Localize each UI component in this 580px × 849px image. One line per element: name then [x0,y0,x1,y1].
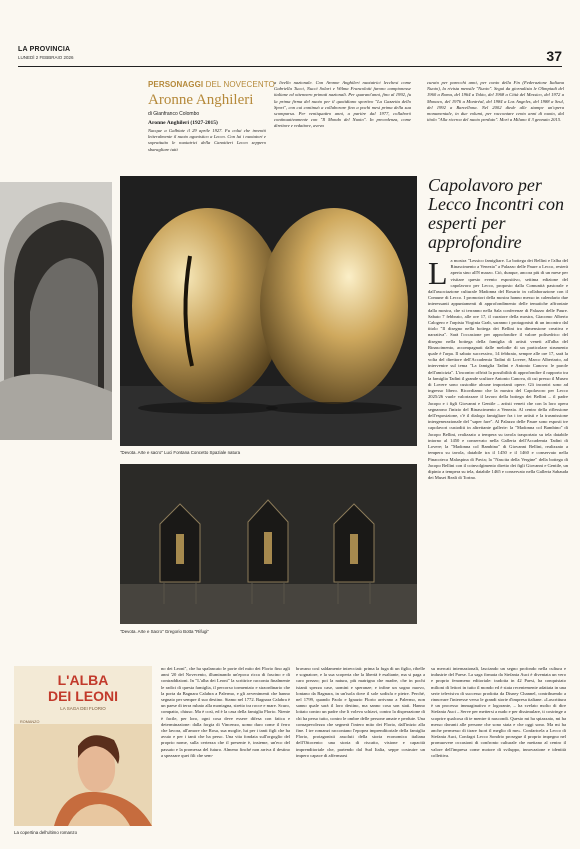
profile-text-col3: curato per parecchi anni, per conto della Fin (Federazione Italiana Nuoto), la rivista mensile "Nuoto". Seguì da giornalista le Olimpiadi del 1960 a Roma, del 1964 a Tokio, del 1968 a Città del Messico, del 1972 a Monaco, del 1976 a Montréal, del 1984 a Los Angeles, del 1988 a Seul, del 1992 a Barcellona. Nel 2002 diede alle stampe un'opera monumentale, in due volumi, per raccontare cento anni di nuoto, dal titolo "Alla ricerca del nuoto perduto". Morì a Milano il 3 gennaio 2015. [427,80,564,123]
masthead-paper: LA PROVINCIA [18,46,71,53]
bottom-article-col3: su mercati internazionali, lasciando un segno profondo nella cultura e industrie del Paese. La saga firmata da Stefania Auci è diventata un vero e proprio fenomeno editoriale: tradotta in 42 Paesi, ha conquistato milioni di lettori in tutto il mondo ed è stata recentemente adattata in una serie televisiva di successo prodotta da Disney Channel, contribuendo a rinnovare l'interesse verso le grandi storie d'impresa italiane. «Lascrittura è un processo immaginativo e logorante, – ha svelato molto di dire Stefania Auci – Serve per mettersi a nudo e per dissimulare, ti costringe a scoprire qualcosa di te mentre ti nascondi. Questo mi ha spiazzato, mi ha messo davanti alle persone che sono stata e che oggi sono. Ma mi ha anche permesso di tirare fuori il meglio di me». Confartcela a Lecco di Stefania Auci, Confagri Lecco Sondrio prosegue il proprio impegno nel promuovere occasioni di confronto culturale che mettano al centro il valore dell'impresa come motore di sviluppo, innovazione e identità collettiva. [431,666,566,758]
caption-bottom: "Devota. Arte e Sacro" Gregorio Botta "Rifugi" [120,629,209,634]
fontana-photo [120,176,417,446]
book-title-line2: DEI LEONI [47,688,118,704]
book-cover [14,666,152,826]
houses-illustration [120,464,417,624]
profile-byline: di Gianfranco Colombo [148,111,200,117]
bottom-article-col2: bravano così saldamente intrecciati: prima la fuga di un figlio, ribelle e sognatore, e la sua scoperta che la libertà è esaltante, ma si paga a caro prezzo; poi la natura, più matrigna che madre, che in pochi istanti spezza case, uomini e speranze; e infine un sogno nuovo, lontano da Bagnara, in un'isola dove il sole sodisfa e pietre. Perché, nel 1799, quando Paolo e Ignazio Florio arrivano a Palermo, non sanno quale sarà il loro destino, ma sanno cosa son stati. Hanno lottato contro un padre che li voleva schiavi, contro la disperazione di chi ha perso tutto, contro le ombre delle persone amate e perdute. Una consapevolezza che segnerà l'intero mito dei Florio, dall'inizio alla fine. I tre romanzi raccontano l'epopea imprenditoriale della famiglia Florio, protagonisti assoluti della storia economica italiana dell'Ottocento: una storia di riscatto, visione e capacità imprenditoriale che, partendo dal Sud Italia, seppe costruire un impero capace di affermarsi [296,666,425,758]
caption-main: "Devota. Arte e sacro" Luci Fontana Concetto Spaziale natura [120,450,241,455]
profile-kicker [148,80,275,89]
profile-title: Aronne Anghileri (1927-2015) [148,120,218,126]
arch-photo [0,182,112,440]
book-cover-illustration [14,724,152,826]
page-number: 37 [546,48,562,64]
bottom-article-col1: no dei Leoni", che ha spalancato le porte del mito dei Florio fino agli anni '20 del Novecento, illuminando un'epoca ricca di fascino e di contraddizioni. In "L'alba dei Leoni" la scrittrice racconta finalmente le radici di questa famiglia, il percorso tormentato e straordinario che la porta da Bagnara Calabra a Palermo, e gli avvenimenti che hanno segnato per sempre il suo destino. Siamo nel 1772. Bagnara Calabra è un paese di terra rubato alla montagna, stretto tra rocce e mare. Scuro, compatto, chiuso. Ma è così, ed è la casa della famiglia Florio. Niente è facile, per loro, ogni cosa deve essere difesa con fatica e determinazione: dalla forgia di Vincenzo, uomo duro come il ferro che lavora, all'amore che Rosa, sua moglie, lui per i tanti figli che ha avuto e per i tanti che ha perso. Una vita fondata sull'orgoglio del proprio nome, sulla certezza che il presente è, insieme, un'eco del passato e la promessa del futuro. Almeno finché non arriva il destino a spezzare quei fili che sem- [161,666,290,758]
header-rule [18,66,562,67]
article-headline: Capolavoro per Lecco Incontri con esperti per approfondire [428,175,564,252]
profile-text-col2: a livello nazionale. Con Aronne Anghileri nuotatrici lecchesi come Gabriella Tucci, Nuccì Solari e Wilma Francolotti furono campionesse italiane ed ottennero primati nazionali. Per quarant'anni, fino al 1992, fu la prima firma del nuoto per il quotidiano sportivo "La Gazzetta dello Sport", con cui continuò a collaborare fino a pochi mesi prima della sua scomparsa. Per ventiquattro anni, a partire dal 1977, collaborò continuativamente con "Il Mondo del Nuoto". In precedenza, come direttore e redattore, aveva [274,80,411,129]
kicker-part-b: DEL NOVECENTO [205,80,275,89]
article-text: a mostra "Lessico famigliare. La bottega dei Bellini e l'alba del Rinascimento a Venezia" a Palazzo delle Paure a Lecco, resterà aperta sino all'8 marzo. Ciò, dunque, ancora più di un mese per visitare questo evento espositivo, settima edizione del capolavoro per Lecco, proposto dalla Comunità pastorale e dall'associazione culturale Madonna del Rosario in collaborazione con il Comune di Lecco. I promotori della mostra hanno messo in calendario due interessanti appuntamenti di approfondimento delle tematiche affrontate dalla mostra, che si terranno nella Sala conferenze di Palazzo delle Paure. Sabato 7 febbraio, alle ore 17, il curatore della mostra, Giacomo Alberto Calogero e l'arpista Virginia Grab, saranno i protagonisti di un incontro dal titolo "Il disegno nella bottega dei Bellini tra dimensione creativa e narrativa". Sarà l'occasione per approfondire il valore polisedrico del disegno nella bottega della famiglia di artisti veneti all'alba del Rinascimento, accompagnati dalle melodie di un particolare strumento quale è l'arpa. Il sabato successivo, 14 febbraio, sempre alle ore 17, sarà la volta del direttore dell'Accademia Tadini di Lovere, Marco Albertario, ad intervenire sul tema "La famiglia Tadini e Antonio Canova: le parole dell'amicizia". L'incontro offrirà la possibilità di approfondire il rapporto tra la famiglia Tadini il grande scultore Antonio Canova, di cui presso il Museo di Lovere sono custodite alcune importanti opere. Gli incontri sono ad ingresso libero. Ricordiamo che la mostra del Capolavoro per Lecco 2025/26 vuole valorizzare il lavoro della bottega dei Bellini – il padre Jacopo e i figli Giovanni e Gentile – artisti veneti che con la loro opera segnarono l'inizio del Rinascimento a Venezia. Al centro della riflessione dell'esposizione, c'è il dialogo famigliare fra i tre artisti e la trasmissione intergenerazionale del "saper fare". Al Palazzo delle Paure sono esposti tre capolavori custoditi in altrettante gallerie: la "Madonna col Bambino" di Jacopo Bellini, realizzato a tempera su tavola trasportato su tela databile intorno al 1450 e conservato nella Galleria dell'Accademia Tadini di Lovere; la "Madonna col Bambino" di Giovanni Bellini, realizzato a tempera su tavola, databile tra il 1450 e il 1460 e conservato nella Pinacoteca Malaspina di Pavia; la "Nascita della Vergine" della bottega di Jacopo Bellini con il coinvolgimento diretto dei figli Giovanni e Gentile, un dipinto a tempera su tela, databile 1465 e conservato nella Galleria Sabauda dei Musei Reali di Torino. [428,258,568,481]
article-dropcap: L [428,258,448,291]
caption-book: La copertina dell'ultimo romanzo [14,830,78,835]
book-label: ROMANZO [20,720,40,724]
kicker-part-a: PERSONAGGI [148,80,204,89]
book-title-line1: L'ALBA [57,672,109,688]
profile-name: Aronne Anghileri [148,92,254,108]
golden-eggs-illustration [120,176,417,446]
article-body [428,258,568,672]
arch-illustration [0,182,112,440]
masthead-date: LUNEDÌ 2 FEBBRAIO 2026 [18,55,74,60]
profile-text-col1: Nacque a Galbiate il 29 aprile 1927. Fu colui che inventò letteralmente il nuoto agonistico a Lecco. Con lui i nuotatori e soprattutto le nuotatrici della Canottieri Lecco seppero sbaragliare tutti [148,128,266,152]
botta-photo [120,464,417,624]
book-subtitle: LA SAGA DEI FLORIO [60,706,106,711]
